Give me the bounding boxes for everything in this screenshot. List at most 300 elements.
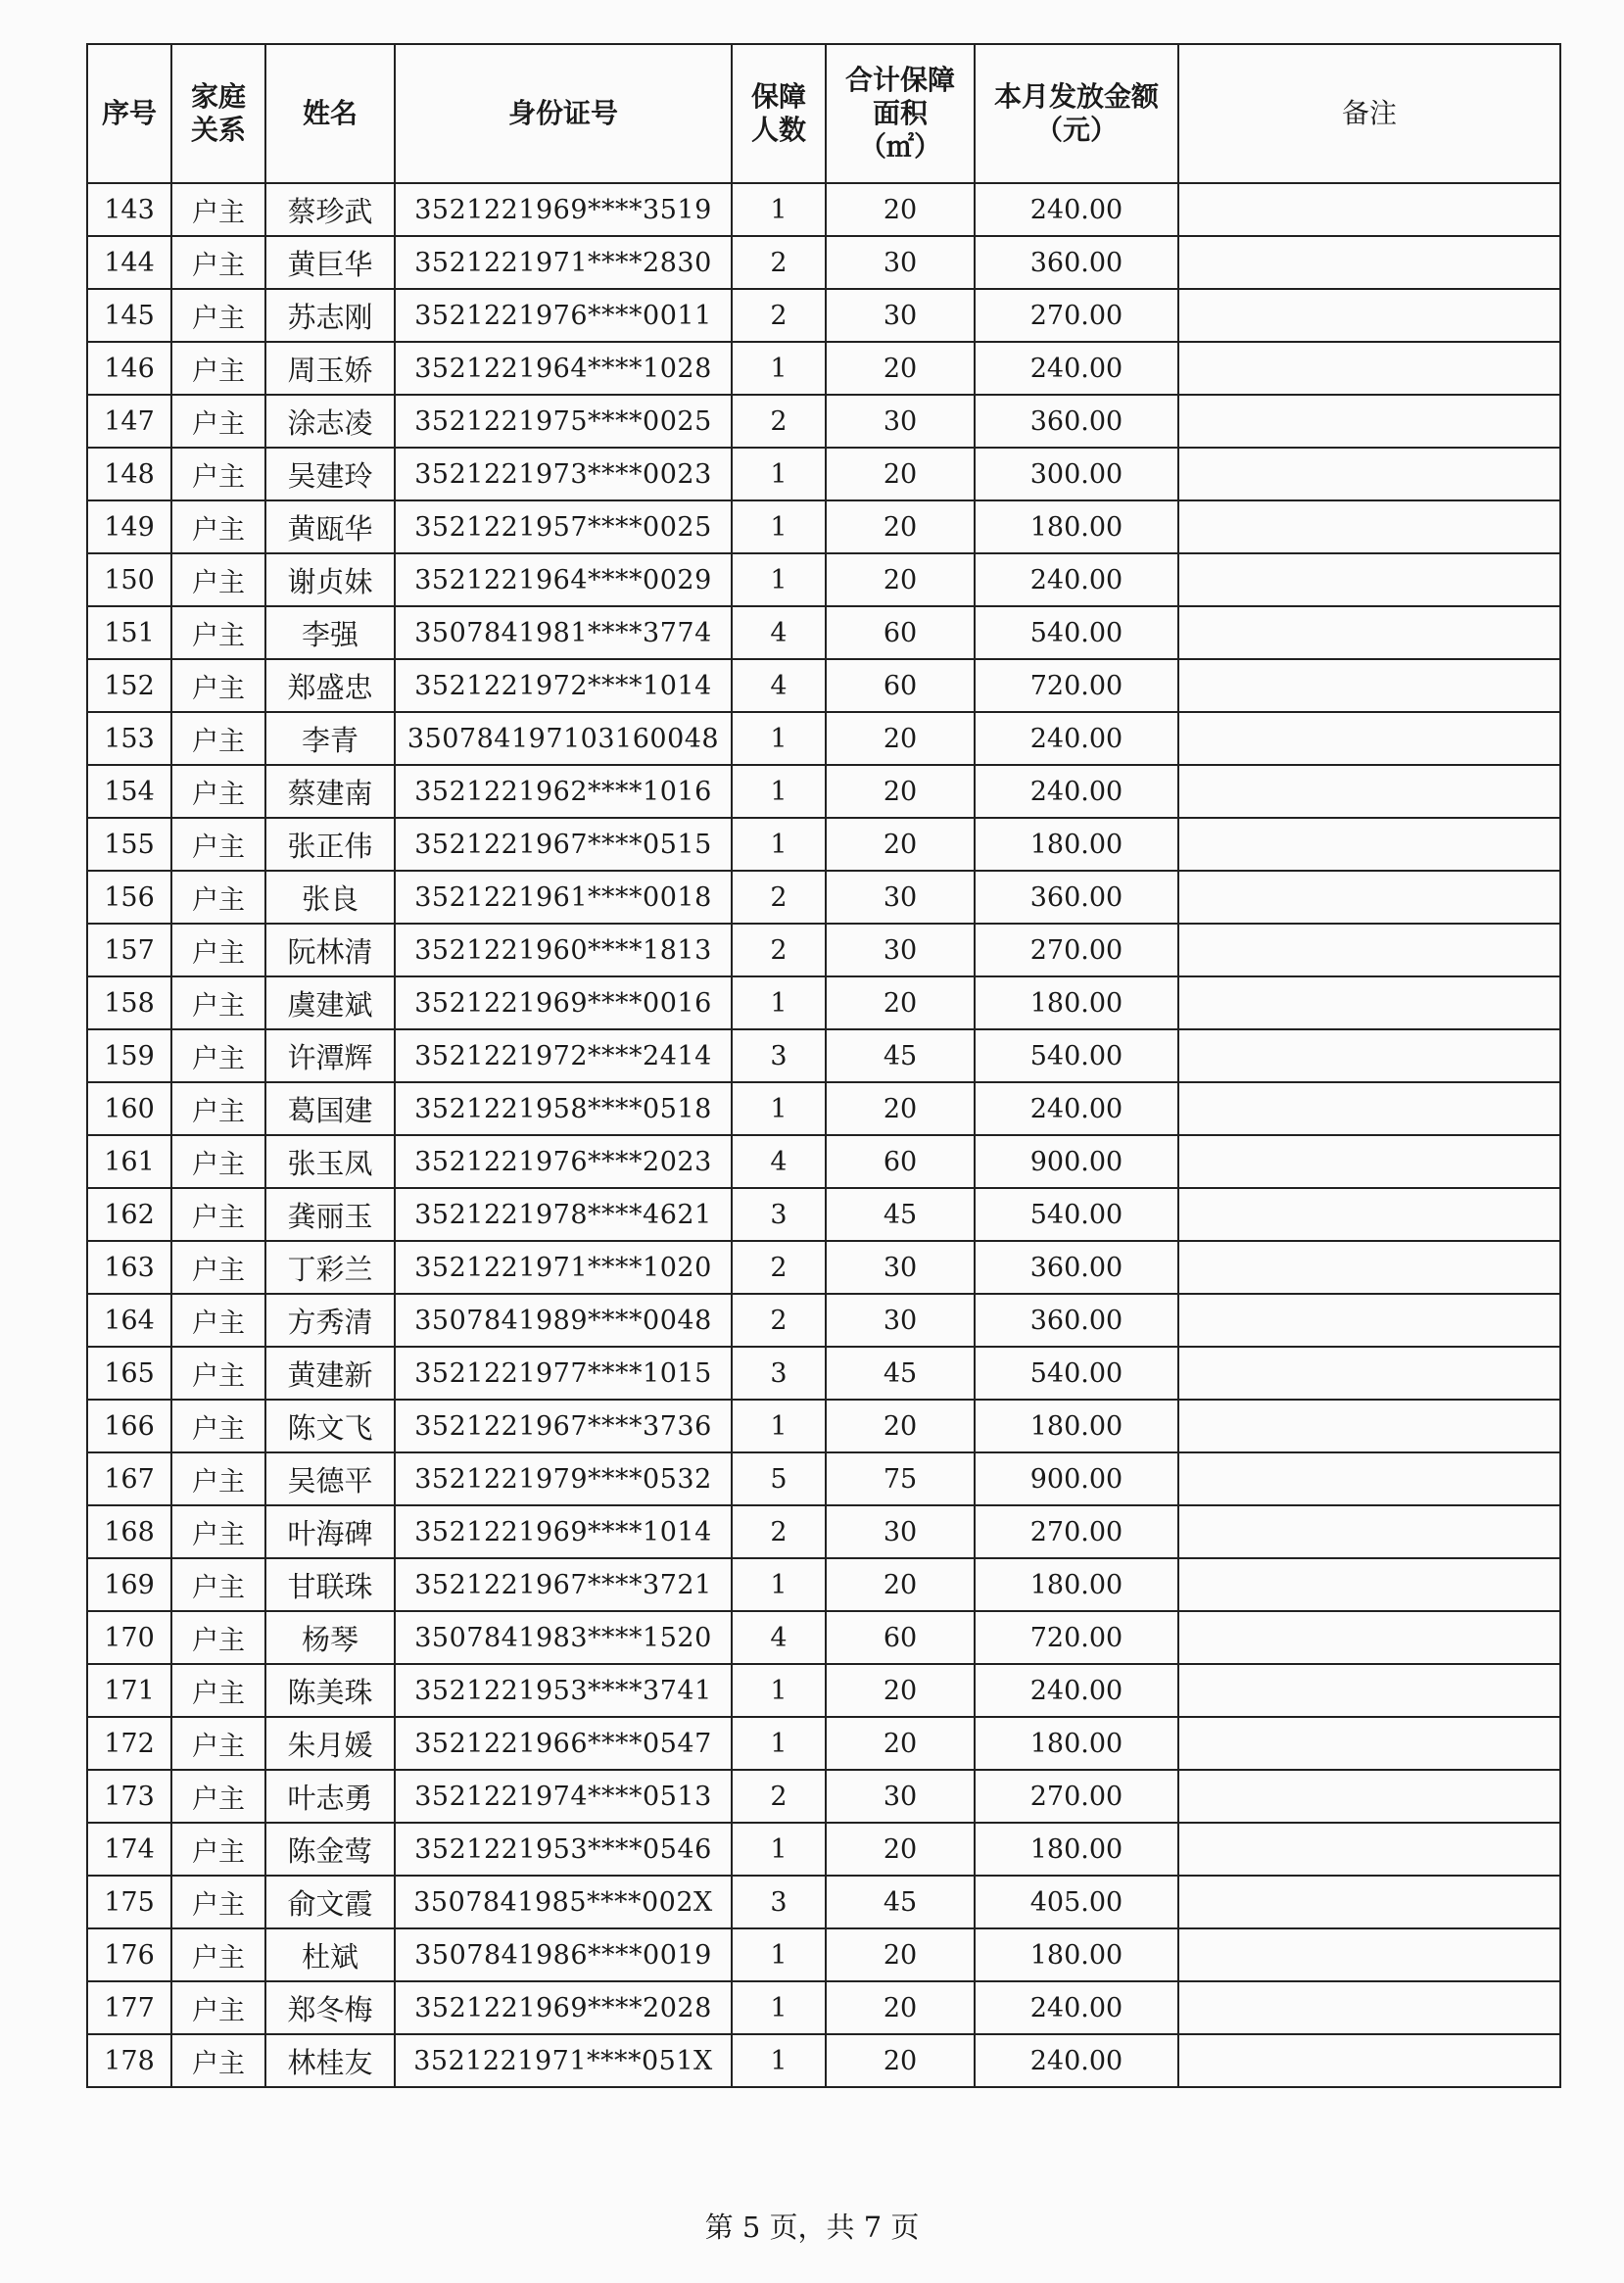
cell-relation: 户主 bbox=[171, 448, 265, 500]
cell-seq: 156 bbox=[87, 871, 171, 924]
cell-id-number: 3521221971****2830 bbox=[395, 236, 732, 289]
cell-id-number: 3521221957****0025 bbox=[395, 500, 732, 553]
table-row bbox=[87, 236, 1560, 289]
cell-seq: 150 bbox=[87, 553, 171, 606]
cell-id-number: 3521221974****0513 bbox=[395, 1770, 732, 1823]
table-row bbox=[87, 818, 1560, 871]
cell-persons: 1 bbox=[732, 1082, 826, 1135]
table-row bbox=[87, 1981, 1560, 2034]
cell-id-number: 3507841985****002X bbox=[395, 1876, 732, 1928]
cell-area: 60 bbox=[826, 606, 975, 659]
cell-persons: 1 bbox=[732, 448, 826, 500]
cell-amount: 240.00 bbox=[975, 1664, 1178, 1717]
cell-seq: 177 bbox=[87, 1981, 171, 2034]
cell-name: 叶海碑 bbox=[265, 1505, 395, 1558]
header-area-line3: （㎡） bbox=[858, 130, 941, 163]
cell-seq: 166 bbox=[87, 1400, 171, 1452]
table-row bbox=[87, 342, 1560, 395]
cell-area: 20 bbox=[826, 1981, 975, 2034]
cell-note bbox=[1178, 2034, 1560, 2087]
cell-relation: 户主 bbox=[171, 606, 265, 659]
cell-seq: 153 bbox=[87, 712, 171, 765]
cell-area: 30 bbox=[826, 1505, 975, 1558]
cell-persons: 4 bbox=[732, 1135, 826, 1188]
cell-note bbox=[1178, 659, 1560, 712]
cell-area: 45 bbox=[826, 1188, 975, 1241]
cell-area: 30 bbox=[826, 289, 975, 342]
cell-persons: 1 bbox=[732, 1400, 826, 1452]
cell-name: 葛国建 bbox=[265, 1082, 395, 1135]
cell-relation: 户主 bbox=[171, 1452, 265, 1505]
table-row bbox=[87, 976, 1560, 1029]
cell-id-number: 3521221960****1813 bbox=[395, 924, 732, 976]
cell-seq: 178 bbox=[87, 2034, 171, 2087]
cell-note bbox=[1178, 1717, 1560, 1770]
cell-persons: 1 bbox=[732, 2034, 826, 2087]
cell-area: 20 bbox=[826, 553, 975, 606]
cell-persons: 2 bbox=[732, 871, 826, 924]
table-row bbox=[87, 1770, 1560, 1823]
cell-relation: 户主 bbox=[171, 500, 265, 553]
cell-name: 杨琴 bbox=[265, 1611, 395, 1664]
cell-name: 黄巨华 bbox=[265, 236, 395, 289]
cell-name: 许潭辉 bbox=[265, 1029, 395, 1082]
cell-note bbox=[1178, 1347, 1560, 1400]
cell-note bbox=[1178, 183, 1560, 236]
table-row bbox=[87, 871, 1560, 924]
cell-seq: 165 bbox=[87, 1347, 171, 1400]
cell-persons: 2 bbox=[732, 236, 826, 289]
cell-note bbox=[1178, 1823, 1560, 1876]
cell-amount: 180.00 bbox=[975, 1558, 1178, 1611]
table-row bbox=[87, 1611, 1560, 1664]
cell-name: 蔡建南 bbox=[265, 765, 395, 818]
cell-area: 20 bbox=[826, 1558, 975, 1611]
cell-amount: 270.00 bbox=[975, 289, 1178, 342]
table-row bbox=[87, 1452, 1560, 1505]
cell-area: 20 bbox=[826, 1928, 975, 1981]
cell-amount: 720.00 bbox=[975, 1611, 1178, 1664]
cell-name: 李强 bbox=[265, 606, 395, 659]
cell-id-number: 3521221972****1014 bbox=[395, 659, 732, 712]
cell-name: 陈文飞 bbox=[265, 1400, 395, 1452]
cell-note bbox=[1178, 342, 1560, 395]
cell-amount: 270.00 bbox=[975, 924, 1178, 976]
cell-seq: 174 bbox=[87, 1823, 171, 1876]
cell-seq: 164 bbox=[87, 1294, 171, 1347]
table-row bbox=[87, 1400, 1560, 1452]
header-name-text: 姓名 bbox=[302, 97, 358, 129]
cell-area: 20 bbox=[826, 183, 975, 236]
cell-persons: 1 bbox=[732, 765, 826, 818]
cell-note bbox=[1178, 1452, 1560, 1505]
cell-note bbox=[1178, 1241, 1560, 1294]
cell-persons: 3 bbox=[732, 1347, 826, 1400]
cell-amount: 360.00 bbox=[975, 1241, 1178, 1294]
cell-note bbox=[1178, 289, 1560, 342]
cell-amount: 180.00 bbox=[975, 818, 1178, 871]
cell-name: 丁彩兰 bbox=[265, 1241, 395, 1294]
cell-relation: 户主 bbox=[171, 1770, 265, 1823]
cell-id-number: 3521221978****4621 bbox=[395, 1188, 732, 1241]
cell-area: 20 bbox=[826, 712, 975, 765]
table-row bbox=[87, 448, 1560, 500]
header-persons bbox=[732, 44, 826, 183]
cell-note bbox=[1178, 871, 1560, 924]
cell-id-number: 3521221972****2414 bbox=[395, 1029, 732, 1082]
cell-area: 30 bbox=[826, 1241, 975, 1294]
table-row bbox=[87, 924, 1560, 976]
table-row bbox=[87, 1664, 1560, 1717]
cell-seq: 147 bbox=[87, 395, 171, 448]
cell-area: 30 bbox=[826, 395, 975, 448]
cell-note bbox=[1178, 1188, 1560, 1241]
cell-note bbox=[1178, 1135, 1560, 1188]
cell-area: 20 bbox=[826, 500, 975, 553]
cell-name: 苏志刚 bbox=[265, 289, 395, 342]
cell-persons: 3 bbox=[732, 1188, 826, 1241]
cell-id-number: 3521221953****3741 bbox=[395, 1664, 732, 1717]
cell-seq: 157 bbox=[87, 924, 171, 976]
header-persons-line2: 人数 bbox=[750, 114, 806, 146]
header-seq-text: 序号 bbox=[101, 97, 157, 129]
cell-note bbox=[1178, 553, 1560, 606]
header-area-line1: 合计保障 bbox=[844, 64, 955, 96]
cell-persons: 1 bbox=[732, 818, 826, 871]
cell-seq: 169 bbox=[87, 1558, 171, 1611]
cell-name: 吴建玲 bbox=[265, 448, 395, 500]
header-seq bbox=[87, 44, 171, 183]
header-id-number bbox=[395, 44, 732, 183]
table-body bbox=[87, 183, 1560, 2087]
cell-relation: 户主 bbox=[171, 1505, 265, 1558]
cell-area: 45 bbox=[826, 1347, 975, 1400]
cell-id-number: 3521221969****1014 bbox=[395, 1505, 732, 1558]
cell-note bbox=[1178, 976, 1560, 1029]
cell-persons: 2 bbox=[732, 1294, 826, 1347]
cell-note bbox=[1178, 1082, 1560, 1135]
header-persons-line1: 保障 bbox=[750, 80, 806, 113]
cell-name: 陈美珠 bbox=[265, 1664, 395, 1717]
cell-persons: 2 bbox=[732, 395, 826, 448]
cell-relation: 户主 bbox=[171, 1664, 265, 1717]
cell-note bbox=[1178, 1770, 1560, 1823]
cell-id-number: 3507841986****0019 bbox=[395, 1928, 732, 1981]
cell-persons: 5 bbox=[732, 1452, 826, 1505]
cell-id-number: 3521221973****0023 bbox=[395, 448, 732, 500]
cell-persons: 1 bbox=[732, 342, 826, 395]
table-row bbox=[87, 1188, 1560, 1241]
cell-area: 30 bbox=[826, 1770, 975, 1823]
cell-name: 涂志凌 bbox=[265, 395, 395, 448]
cell-id-number: 3521221971****1020 bbox=[395, 1241, 732, 1294]
cell-amount: 540.00 bbox=[975, 1029, 1178, 1082]
cell-note bbox=[1178, 1558, 1560, 1611]
cell-area: 30 bbox=[826, 924, 975, 976]
cell-relation: 户主 bbox=[171, 976, 265, 1029]
cell-name: 阮林清 bbox=[265, 924, 395, 976]
table-row bbox=[87, 395, 1560, 448]
cell-persons: 4 bbox=[732, 606, 826, 659]
cell-persons: 1 bbox=[732, 1558, 826, 1611]
cell-seq: 159 bbox=[87, 1029, 171, 1082]
subsidy-roster-table bbox=[86, 43, 1561, 2088]
cell-id-number: 35078419710316004​8 bbox=[395, 712, 732, 765]
cell-name: 朱月媛 bbox=[265, 1717, 395, 1770]
cell-area: 30 bbox=[826, 871, 975, 924]
cell-name: 俞文霞 bbox=[265, 1876, 395, 1928]
cell-seq: 167 bbox=[87, 1452, 171, 1505]
cell-relation: 户主 bbox=[171, 924, 265, 976]
cell-area: 30 bbox=[826, 236, 975, 289]
cell-area: 60 bbox=[826, 1135, 975, 1188]
header-relation-line1: 家庭 bbox=[190, 80, 246, 113]
cell-seq: 163 bbox=[87, 1241, 171, 1294]
cell-persons: 1 bbox=[732, 712, 826, 765]
table-row bbox=[87, 659, 1560, 712]
cell-amount: 240.00 bbox=[975, 553, 1178, 606]
cell-seq: 170 bbox=[87, 1611, 171, 1664]
cell-id-number: 3521221976****2023 bbox=[395, 1135, 732, 1188]
cell-amount: 540.00 bbox=[975, 1188, 1178, 1241]
header-relation-line2: 关系 bbox=[190, 114, 246, 146]
cell-amount: 240.00 bbox=[975, 342, 1178, 395]
cell-note bbox=[1178, 1611, 1560, 1664]
cell-note bbox=[1178, 606, 1560, 659]
table-row bbox=[87, 765, 1560, 818]
cell-seq: 152 bbox=[87, 659, 171, 712]
cell-relation: 户主 bbox=[171, 1082, 265, 1135]
cell-id-number: 3521221967****3721 bbox=[395, 1558, 732, 1611]
cell-seq: 151 bbox=[87, 606, 171, 659]
cell-name: 虞建斌 bbox=[265, 976, 395, 1029]
header-amount-line1: 本月发放金额 bbox=[993, 80, 1159, 113]
cell-id-number: 3521221977****1015 bbox=[395, 1347, 732, 1400]
cell-area: 30 bbox=[826, 1294, 975, 1347]
cell-id-number: 3521221969****0016 bbox=[395, 976, 732, 1029]
cell-seq: 148 bbox=[87, 448, 171, 500]
cell-seq: 176 bbox=[87, 1928, 171, 1981]
cell-area: 20 bbox=[826, 2034, 975, 2087]
table-row bbox=[87, 1294, 1560, 1347]
cell-area: 75 bbox=[826, 1452, 975, 1505]
cell-name: 龚丽玉 bbox=[265, 1188, 395, 1241]
cell-seq: 143 bbox=[87, 183, 171, 236]
cell-name: 黄建新 bbox=[265, 1347, 395, 1400]
cell-relation: 户主 bbox=[171, 1188, 265, 1241]
cell-persons: 1 bbox=[732, 553, 826, 606]
table-row bbox=[87, 2034, 1560, 2087]
cell-name: 张玉凤 bbox=[265, 1135, 395, 1188]
cell-amount: 180.00 bbox=[975, 1928, 1178, 1981]
table-row bbox=[87, 606, 1560, 659]
cell-id-number: 3507841981****3774 bbox=[395, 606, 732, 659]
cell-relation: 户主 bbox=[171, 1135, 265, 1188]
header-note-text: 备注 bbox=[1341, 97, 1397, 129]
table-row bbox=[87, 1505, 1560, 1558]
header-area-line2: 面积 bbox=[872, 97, 928, 129]
cell-amount: 300.00 bbox=[975, 448, 1178, 500]
cell-amount: 180.00 bbox=[975, 500, 1178, 553]
cell-amount: 360.00 bbox=[975, 395, 1178, 448]
table-row bbox=[87, 289, 1560, 342]
cell-amount: 270.00 bbox=[975, 1505, 1178, 1558]
cell-amount: 240.00 bbox=[975, 1981, 1178, 2034]
cell-name: 张正伟 bbox=[265, 818, 395, 871]
cell-relation: 户主 bbox=[171, 395, 265, 448]
cell-name: 方秀清 bbox=[265, 1294, 395, 1347]
cell-area: 45 bbox=[826, 1876, 975, 1928]
cell-persons: 1 bbox=[732, 1823, 826, 1876]
cell-relation: 户主 bbox=[171, 659, 265, 712]
cell-relation: 户主 bbox=[171, 871, 265, 924]
cell-id-number: 3521221966****0547 bbox=[395, 1717, 732, 1770]
cell-amount: 180.00 bbox=[975, 1823, 1178, 1876]
cell-amount: 270.00 bbox=[975, 1770, 1178, 1823]
cell-area: 20 bbox=[826, 1664, 975, 1717]
cell-amount: 240.00 bbox=[975, 1082, 1178, 1135]
cell-area: 20 bbox=[826, 818, 975, 871]
cell-name: 叶志勇 bbox=[265, 1770, 395, 1823]
cell-area: 20 bbox=[826, 976, 975, 1029]
cell-area: 45 bbox=[826, 1029, 975, 1082]
cell-persons: 3 bbox=[732, 1029, 826, 1082]
cell-persons: 2 bbox=[732, 289, 826, 342]
table-row bbox=[87, 1823, 1560, 1876]
cell-name: 李青 bbox=[265, 712, 395, 765]
cell-persons: 1 bbox=[732, 976, 826, 1029]
cell-seq: 172 bbox=[87, 1717, 171, 1770]
cell-note bbox=[1178, 1505, 1560, 1558]
cell-seq: 161 bbox=[87, 1135, 171, 1188]
cell-note bbox=[1178, 448, 1560, 500]
cell-relation: 户主 bbox=[171, 1981, 265, 2034]
cell-area: 20 bbox=[826, 1082, 975, 1135]
cell-amount: 240.00 bbox=[975, 183, 1178, 236]
cell-persons: 4 bbox=[732, 659, 826, 712]
header-id-text: 身份证号 bbox=[507, 97, 618, 129]
table-row bbox=[87, 553, 1560, 606]
cell-id-number: 3521221969****3519 bbox=[395, 183, 732, 236]
cell-amount: 540.00 bbox=[975, 606, 1178, 659]
cell-id-number: 3521221976****0011 bbox=[395, 289, 732, 342]
cell-amount: 360.00 bbox=[975, 871, 1178, 924]
cell-id-number: 3521221958****0518 bbox=[395, 1082, 732, 1135]
cell-persons: 4 bbox=[732, 1611, 826, 1664]
cell-area: 20 bbox=[826, 765, 975, 818]
cell-seq: 145 bbox=[87, 289, 171, 342]
table-row bbox=[87, 1029, 1560, 1082]
cell-note bbox=[1178, 1029, 1560, 1082]
cell-seq: 144 bbox=[87, 236, 171, 289]
cell-relation: 户主 bbox=[171, 1717, 265, 1770]
cell-id-number: 3521221964****0029 bbox=[395, 553, 732, 606]
cell-seq: 154 bbox=[87, 765, 171, 818]
cell-seq: 171 bbox=[87, 1664, 171, 1717]
cell-persons: 1 bbox=[732, 1664, 826, 1717]
cell-name: 张良 bbox=[265, 871, 395, 924]
cell-name: 郑盛忠 bbox=[265, 659, 395, 712]
cell-relation: 户主 bbox=[171, 1400, 265, 1452]
cell-persons: 1 bbox=[732, 1928, 826, 1981]
cell-area: 60 bbox=[826, 659, 975, 712]
cell-note bbox=[1178, 712, 1560, 765]
cell-amount: 900.00 bbox=[975, 1135, 1178, 1188]
header-note bbox=[1178, 44, 1560, 183]
cell-relation: 户主 bbox=[171, 1823, 265, 1876]
cell-relation: 户主 bbox=[171, 1241, 265, 1294]
cell-area: 20 bbox=[826, 342, 975, 395]
cell-id-number: 3507841983****1520 bbox=[395, 1611, 732, 1664]
page-number-footer: 第 5 页，共 7 页 bbox=[704, 2211, 920, 2244]
cell-relation: 户主 bbox=[171, 1611, 265, 1664]
cell-id-number: 3521221953****0546 bbox=[395, 1823, 732, 1876]
table-row bbox=[87, 500, 1560, 553]
cell-persons: 1 bbox=[732, 500, 826, 553]
cell-id-number: 3521221961****0018 bbox=[395, 871, 732, 924]
cell-amount: 360.00 bbox=[975, 236, 1178, 289]
table-row bbox=[87, 1082, 1560, 1135]
cell-note bbox=[1178, 395, 1560, 448]
cell-name: 谢贞妹 bbox=[265, 553, 395, 606]
cell-amount: 240.00 bbox=[975, 712, 1178, 765]
header-row bbox=[87, 44, 1560, 183]
cell-seq: 162 bbox=[87, 1188, 171, 1241]
cell-seq: 168 bbox=[87, 1505, 171, 1558]
cell-persons: 3 bbox=[732, 1876, 826, 1928]
cell-note bbox=[1178, 765, 1560, 818]
cell-relation: 户主 bbox=[171, 2034, 265, 2087]
cell-seq: 175 bbox=[87, 1876, 171, 1928]
cell-note bbox=[1178, 1981, 1560, 2034]
cell-note bbox=[1178, 818, 1560, 871]
cell-seq: 155 bbox=[87, 818, 171, 871]
cell-seq: 149 bbox=[87, 500, 171, 553]
cell-note bbox=[1178, 1400, 1560, 1452]
cell-area: 20 bbox=[826, 1400, 975, 1452]
cell-id-number: 3521221979****0532 bbox=[395, 1452, 732, 1505]
cell-id-number: 3521221967****3736 bbox=[395, 1400, 732, 1452]
cell-amount: 180.00 bbox=[975, 1400, 1178, 1452]
cell-name: 郑冬梅 bbox=[265, 1981, 395, 2034]
table-row bbox=[87, 1241, 1560, 1294]
cell-amount: 240.00 bbox=[975, 2034, 1178, 2087]
cell-relation: 户主 bbox=[171, 1294, 265, 1347]
cell-name: 杜斌 bbox=[265, 1928, 395, 1981]
cell-area: 20 bbox=[826, 448, 975, 500]
cell-note bbox=[1178, 500, 1560, 553]
cell-relation: 户主 bbox=[171, 553, 265, 606]
cell-amount: 240.00 bbox=[975, 765, 1178, 818]
cell-relation: 户主 bbox=[171, 342, 265, 395]
cell-persons: 2 bbox=[732, 924, 826, 976]
cell-relation: 户主 bbox=[171, 1029, 265, 1082]
cell-id-number: 3521221967****0515 bbox=[395, 818, 732, 871]
table-header bbox=[87, 44, 1560, 183]
cell-note bbox=[1178, 1876, 1560, 1928]
cell-relation: 户主 bbox=[171, 1558, 265, 1611]
cell-note bbox=[1178, 924, 1560, 976]
cell-amount: 900.00 bbox=[975, 1452, 1178, 1505]
cell-amount: 360.00 bbox=[975, 1294, 1178, 1347]
cell-relation: 户主 bbox=[171, 1347, 265, 1400]
cell-id-number: 3521221971****051X bbox=[395, 2034, 732, 2087]
cell-amount: 405.00 bbox=[975, 1876, 1178, 1928]
table-row bbox=[87, 1347, 1560, 1400]
cell-name: 林桂友 bbox=[265, 2034, 395, 2087]
cell-id-number: 3521221969****2028 bbox=[395, 1981, 732, 2034]
header-amount-line2: （元） bbox=[1034, 114, 1118, 146]
